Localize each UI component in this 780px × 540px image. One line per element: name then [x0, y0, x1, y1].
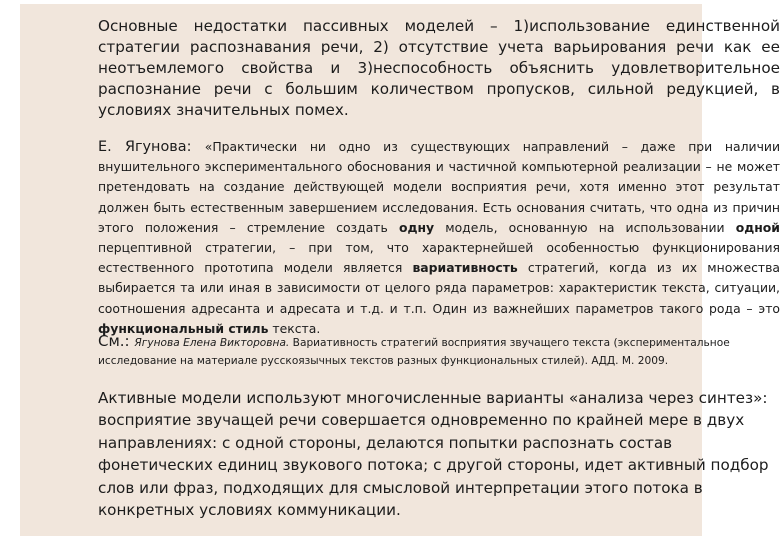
see-label: См.: — [98, 332, 135, 350]
paragraph-text: Основные недостатки пассивных моделей – 1)использование единственной стратегии распознавания речи, 2) отсутствие учета варьирования речи как ее неотъемлемого свойства и 3)неспособность объяснить удовлетворительное распознание речи с большим количеством пропусков, сильной редукцией, в условиях значительных помех. — [98, 17, 780, 119]
reference-text: Вариативность стратегий восприятия звучащего текста (экспериментальное исследование на материале русскоязычных текстов разных функциональных стилей). АДД. М. 2009. — [98, 337, 730, 367]
paragraph-yagunova-quote — [20, 137, 780, 339]
quote-text-3: перцептивной стратегии, – при том, что характернейшей особенностью функционирования естественного прототипа модели является — [98, 240, 780, 276]
reference-citation — [20, 333, 780, 370]
emphasis-one-strategy: одной — [735, 219, 780, 235]
quote-text-5: текста. — [268, 320, 321, 336]
paragraph-active-models — [20, 387, 780, 521]
reference-author: Ягунова Елена Викторовна. — [134, 337, 290, 349]
quote-text-4: стратегий, когда из их множества выбирается та или иная в зависимости от целого ряда параметров: характеристик текста, ситуации, соотношения адресанта и адресата и т.д. и т.п. Один из важнейших параметров такого рода – это — [98, 260, 780, 316]
emphasis-variability: вариативность — [412, 260, 518, 276]
paragraph-text: Активные модели используют многочисленные варианты «анализа через синтез»: восприятие звучащей речи совершается одновременно по крайней мере в двух направлениях: с одной стороны, делаются попытки распознать состав фонетических единиц звукового потока; с другой стороны, идет активный подбор слов или фраз, подходящих для смысловой интерпретации этого потока в конкретных условиях коммуникации. — [98, 389, 769, 520]
slide-page — [20, 4, 780, 536]
quote-text-2: модель, основанную на использовании — [434, 219, 736, 235]
emphasis-functional-style: функциональный стиль — [98, 320, 269, 336]
paragraph-passive-models — [20, 16, 780, 121]
quote-text-1: «Практически ни одно из существующих направлений – даже при наличии внушительного экспериментального обоснования и частичной компьютерной реализации – не может претендовать на создание действующей модели восприятия речи, хотя именно этот результат должен быть естественным завершением исследования. Есть основания считать, что одна из причин этого положения – стремление создать — [98, 139, 780, 235]
quote-author: Е. Ягунова: — [98, 139, 205, 155]
emphasis-one: одну — [398, 219, 435, 235]
